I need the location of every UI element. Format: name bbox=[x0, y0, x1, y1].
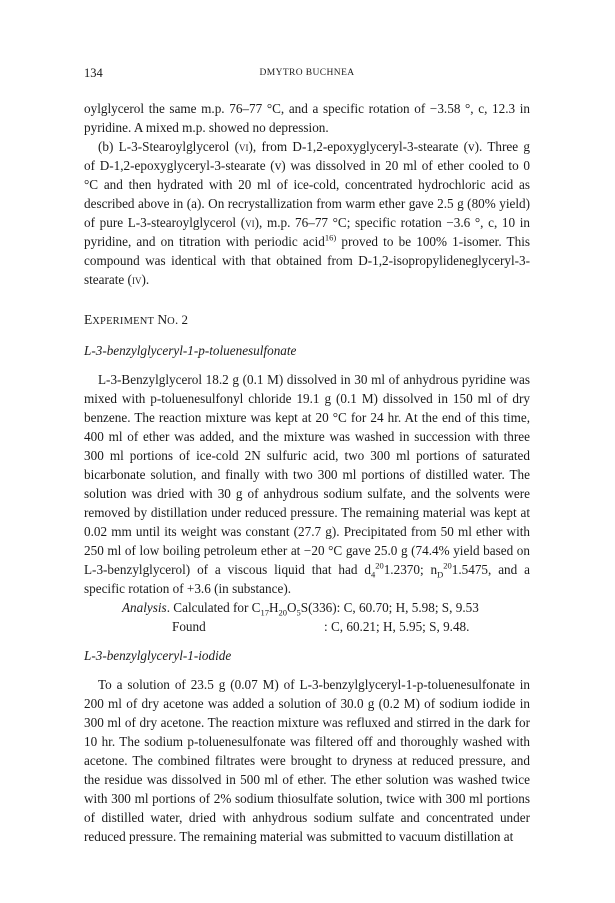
paragraph-iodide-procedure: To a solution of 23.5 g (0.07 M) of L-3-benzylglyceryl-1-p-toluenesulfonate in 200 ml of dry acetone was added a solution of 30.0 g (0.2 M) of sodium iodide in 300 ml of dry acetone. The reaction mixture was refluxed and stirred in the dark for 10 hr. The sodium p-toluenesulfonate was filtered off and thoroughly washed with acetone. The combined filtrates were brought to dryness at reduced pressure, and the residue was dissolved in 500 ml of ether. The ether solution was washed twice with 300 ml portions of 2% sodium thiosulfate solution, twice with 300 ml portions of distilled water, dried with anhydrous sodium sulfate and concentrated under reduced pressure. The remaining material was submitted to vacuum distillation at bbox=[84, 677, 530, 844]
section-heading: EXPERIMENT NO. 2 bbox=[84, 312, 188, 327]
found-label: Found bbox=[172, 619, 206, 634]
subsection-heading-tosylate: L-3-benzylglyceryl-1-p-toluenesulfonate bbox=[84, 343, 297, 358]
page-body bbox=[84, 99, 530, 846]
reference-marker: 16) bbox=[324, 232, 337, 243]
subsection-heading-iodide: L-3-benzylglyceryl-1-iodide bbox=[84, 648, 232, 663]
paragraph-continued: oylglycerol the same m.p. 76–77 °C, and a specific rotation of −3.58 °, c, 12.3 in pyridine. A mixed m.p. showed no depression. bbox=[84, 101, 530, 135]
running-head: DMYTRO BUCHNEA bbox=[259, 68, 355, 78]
page-number: 134 bbox=[84, 66, 103, 80]
page-header bbox=[84, 64, 530, 84]
analysis-found bbox=[84, 617, 530, 636]
paragraph-tosylate-procedure: L-3-Benzylglycerol 18.2 g (0.1 M) dissolved in 30 ml of anhydrous pyridine was mixed with p-toluenesulfonyl chloride 19.1 g (0.1 M) dissolved in 150 ml of dry benzene. The reaction mixture was kept at 20 °C for 24 hr. At the end of this time, 400 ml of ether was added, and the mixture was washed in succession with three 300 ml portions of ice-cold 2N sulfuric acid, two 300 ml portions of saturated bicarbonate solution, and finally with two 300 ml portions of distilled water. The solution was dried with 30 g of anhydrous sodium sulfate, and the solvents were removed by distillation under reduced pressure. The remaining material was kept at 0.02 mm until its weight was constant (27.7 g). Precipitated from 50 ml ether with 250 ml of low boiling petroleum ether at −20 °C gave 25.0 g (74.4% yield based on L-3-benzylglycerol) of a viscous liquid that had $d_4^{20}1.2370$; $n_D^{20}1.5475$, and a specific rotation of +3.6 (in substance). bbox=[84, 372, 530, 596]
analysis-label: Analysis bbox=[122, 600, 167, 615]
found-values: : C, 60.21; H, 5.95; S, 9.48. bbox=[324, 619, 470, 634]
analysis-calculated: Analysis. Calculated for $C_{17}H_{20}O_5S(336)$: C, 60.70; H, 5.98; S, 9.53 bbox=[122, 600, 479, 618]
paragraph-stearoylglycerol: (b) L-3-Stearoylglycerol (vi), from D-1,2-epoxyglyceryl-3-stearate (v). Three g of D-1,2-epoxyglyceryl-3-stearate (v) was dissolved in 20 ml of ether cooled to 0 °C and then hydrated with 20 ml of ice-cold, concentrated hydrochloric acid as described above in (a). On recrystallization from warm ether gave 2.5 g (80% yield) of pure L-3-stearoylglycerol (vi), m.p. 76–77 °C; specific rotation −3.6 °, c, 10 in pyridine, and on titration with periodic acid$^{16)}$ proved to be 100% 1-isomer. This compound was identical with that obtained from D-1,2-isopropylideneglyceryl-3-stearate (iv). bbox=[84, 139, 531, 287]
